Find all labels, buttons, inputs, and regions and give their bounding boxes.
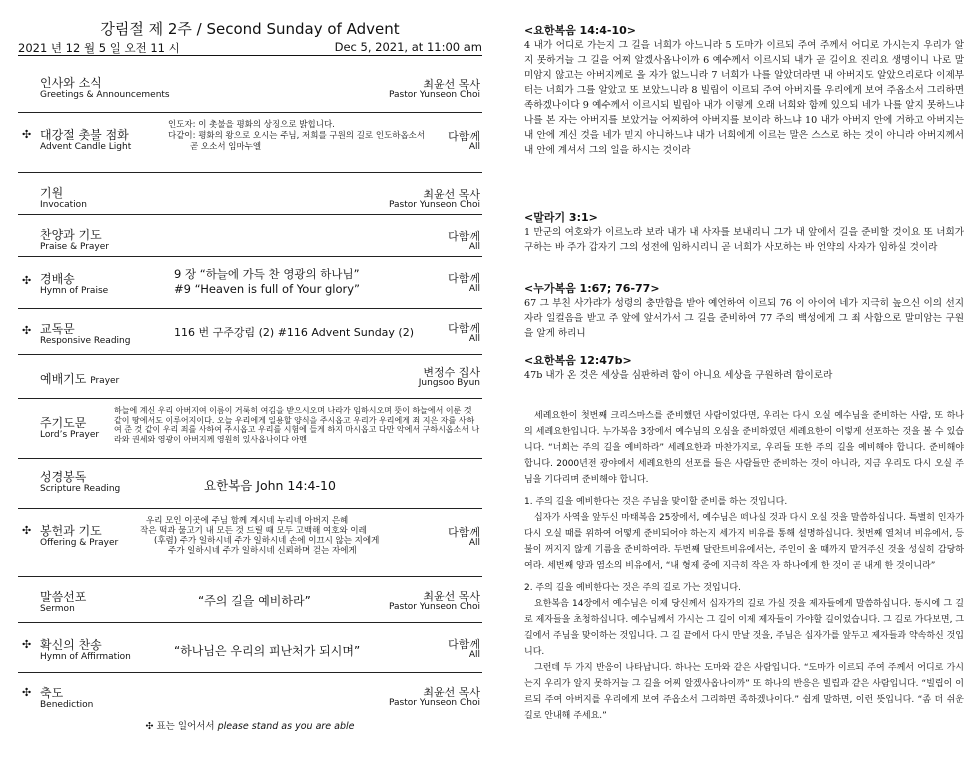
item-hymn-of-praise — [18, 264, 482, 314]
item-title: 찬양과 기도 — [40, 228, 102, 242]
stand-icon: ✣ — [145, 721, 154, 732]
sermon-summary — [524, 408, 964, 724]
summary-paragraph: 요한복음 14장에서 예수님은 이제 당신께서 십자가의 길로 가실 것을 제자들에게 말씀하십니다. 동시에 그 길로 제자들을 초청하십니다. 예수님께서 가시는 그 길이 이제 제자들이 가야할 길이었습니다. 그 길로 가다보면, 그 길에서 주님을 맞이하는 것입니다. 그 길 끝에서 다시 만날 것을, 주님은 십자가를 앞두고 제자들과 약속하신 것입니다. — [524, 599, 964, 657]
stand-footnote — [18, 718, 482, 732]
all-label: 다함께 — [448, 322, 480, 335]
stand-icon: ✣ — [22, 128, 32, 141]
summary-paragraph: 세례요한이 첫번째 크리스마스를 준비했던 사람이었다면, 우리는 다시 오실 예수님을 준비하는 사람, 또 하나의 세례요한입니다. 누가복음 3장에서 예수님의 오심을 준비하였던 세례요한이 이렇게 선포하는 것을 볼 수 있습니다. “너희는 주의 길을 예비하라” 세례요한과 마찬가지로, 우리들 또한 주의 길을 예비해야 합니다. 준비해야 합니다. 2000년전 광야에서 세례요한의 선포를 들은 사람들만 준비하는 것이 아니라, 지금 우리도 다시 오실 주님을 기다리며 준비해야 합니다. — [524, 411, 964, 485]
all-label: 다함께 — [448, 230, 480, 243]
summary-paragraph: 그런데 두 가지 반응이 나타납니다. 하나는 도마와 같은 사람입니다. “도마가 이르되 주여 주께서 어디로 가시는지 우리가 알지 못하거늘 그 길을 어찌 알겠사옵나이까” 또 하나의 반응은 빌립과 같은 사람입니다. “빌립이 이르되 주여 아버지를 우리에게 보여 주옵소서 그리하면 족하겠나이다.” 쉽게 말하면, 이런 뜻입니다. “좀 더 쉬운 길로 안내해 주세요.” — [524, 663, 964, 721]
item-title: 축도 — [40, 686, 64, 700]
leader-name: 최윤선 목사 — [423, 590, 480, 603]
item-title: 성경봉독 — [40, 470, 87, 484]
offering-lyric-3: (후렴) 주가 일하시네 주가 일하시네 손에 이끄시 않는 지에게 — [154, 536, 380, 546]
item-subtitle: Scripture Reading — [40, 484, 121, 494]
reading-ref-malachi: <말라기 3:1> — [524, 211, 598, 224]
item-praise-prayer — [18, 222, 482, 262]
all-label-en: All — [468, 242, 480, 252]
leader-name: 최윤선 목사 — [423, 78, 480, 91]
footnote-en: please stand as you are able — [217, 721, 355, 732]
item-subtitle: Hymn of Affirmation — [40, 652, 131, 662]
item-title: 주기도문 — [40, 416, 87, 430]
item-title: 대강절 촛불 점화 — [40, 128, 129, 142]
item-title: 교독문 — [40, 322, 75, 336]
scripture-reference: 요한복음 John 14:4-10 — [204, 478, 336, 493]
stand-icon: ✣ — [22, 638, 32, 651]
reading-text-john12: 47b 내가 온 것은 세상을 심판하려 함이 아니요 세상을 구원하려 함이로라 — [524, 370, 833, 381]
leader-name-en: Pastor Yunseon Choi — [389, 602, 480, 612]
summary-paragraph: 십자가 사역을 앞두신 마태복음 25장에서, 예수님은 떠나실 것과 다시 오실 것을 말씀하십니다. 특별히 인자가 다시 오실 때를 위하여 어떻게 준비되어야 하는지 세가지 비유를 통해 설명하십니다. 첫번째 열처녀 비유에서, 등불이 꺼지지 않게 기름을 준비하여라. 두번째 달란트비유에서는, 주인이 올 때까지 맡겨주신 것을 성실히 감당하여라. 세번째 양과 염소의 비유에서, “내 형제 중에 지극히 작은 자 하나에게 한 것이 곧 내게 한 것이니라” — [524, 513, 964, 571]
reading-text-luke: 67 그 부친 사가랴가 성령의 충만함을 받아 예언하여 이르되 76 이 아이여 네가 지극히 높으신 이의 선지자라 일컬음을 받고 주 앞에 앞서가서 그 길을 준비하여 77 주의 백성에게 그 죄 사함으로 말미암는 구원을 알게 하리니 — [524, 298, 964, 339]
leader-name: 최윤선 목사 — [423, 686, 480, 699]
affirmation-hymn-title: “하나님은 우리의 피난처가 되시며” — [174, 644, 361, 658]
item-subtitle: Advent Candle Light — [40, 142, 132, 152]
reading-number: 116 번 구주강림 (2) #116 Advent Sunday (2) — [174, 326, 415, 339]
leader-line: 인도자: 이 촛불을 평화의 상징으로 밝힙니다. — [168, 120, 335, 130]
item-subtitle: Hymn of Praise — [40, 286, 109, 296]
item-subtitle: Benediction — [40, 700, 94, 710]
divider — [18, 458, 482, 459]
divider — [18, 214, 482, 215]
item-title: 인사와 소식 — [40, 76, 102, 90]
all-label-en: All — [468, 142, 480, 152]
item-prayer — [18, 360, 482, 404]
leader-name-en: Pastor Yunseon Choi — [389, 200, 480, 210]
item-subtitle: Lord’s Prayer — [40, 430, 100, 440]
item-subtitle: Greetings & Announcements — [40, 90, 170, 100]
leader-name-en: Pastor Yunseon Choi — [389, 698, 480, 708]
divider — [18, 672, 482, 673]
leader-name: 변정수 집사 — [423, 366, 480, 379]
hymn-title-en: #9 “Heaven is full of Your glory” — [174, 282, 360, 296]
all-label-en: All — [468, 650, 480, 660]
prayer-title-en: Prayer — [90, 376, 120, 386]
date-korean: 2021 년 12 월 5 일 오전 11 시 — [18, 41, 180, 55]
item-title — [40, 370, 119, 387]
item-responsive-reading — [18, 316, 482, 362]
sermon-title: “주의 길을 예비하라” — [198, 594, 311, 608]
header-divider — [18, 55, 482, 56]
date-english: Dec 5, 2021, at 11:00 am — [334, 40, 482, 54]
leader-name-en: Pastor Yunseon Choi — [389, 90, 480, 100]
offering-lyric-2: 작은 떡과 물고기 내 모든 것 드릴 때 모두 고백해 여호와 이레 — [140, 526, 367, 536]
response-line: 다같이: 평화의 왕으로 오시는 주님, 저희를 구원의 길로 인도하옵소서 — [168, 131, 426, 141]
all-label-en: All — [468, 538, 480, 548]
item-candle-lighting — [18, 116, 482, 166]
item-scripture-reading — [18, 462, 482, 508]
offering-lyric-1: 우리 모인 이곳에 주님 함께 계시네 누리네 아버지 은혜 — [146, 516, 349, 526]
divider — [18, 508, 482, 509]
response-line-2: 곧 오소서 임마누엘 — [190, 142, 262, 152]
item-subtitle: Offering & Prayer — [40, 538, 119, 548]
divider — [18, 398, 482, 399]
divider — [18, 256, 482, 257]
divider — [18, 112, 482, 113]
summary-heading-1: 1. 주의 길을 예비한다는 것은 주님을 맞이할 준비를 하는 것입니다. — [524, 497, 788, 507]
summary-heading-2: 2. 주의 길을 예비한다는 것은 주의 길로 가는 것입니다. — [524, 583, 741, 593]
reading-ref-john14: <요한복음 14:4-10> — [524, 24, 637, 37]
leader-name: 최윤선 목사 — [423, 188, 480, 201]
footnote-kr: 표는 일어서서 — [156, 721, 215, 732]
divider — [18, 354, 482, 355]
item-greetings — [18, 70, 482, 110]
reading-text-malachi: 1 만군의 여호와가 이르노라 보라 내가 내 사자를 보내리니 그가 내 앞에서 길을 준비할 것이요 또 너희가 구하는 바 주가 갑자기 그의 성전에 임하시리니 곧 너희가 사모하는 바 언약의 사자가 임하실 것이라 — [524, 227, 964, 253]
item-invocation — [18, 180, 482, 220]
stand-icon: ✣ — [22, 686, 32, 699]
all-label: 다함께 — [448, 130, 480, 143]
divider — [18, 622, 482, 623]
scripture-and-sermon — [524, 0, 964, 760]
divider — [18, 172, 482, 173]
all-label: 다함께 — [448, 272, 480, 285]
item-title: 확신의 찬송 — [40, 638, 102, 652]
lords-prayer-text: 하늘에 계신 우리 아버지여 이름이 거룩히 여김을 받으시오며 나라가 임하시오며 뜻이 하늘에서 이룬 것 같이 땅에서도 이루어지이다. 오늘 우리에게 일용할 양식을 주시옵고 우리가 우리에게 죄 지은 자를 사하여 준 것 같이 우리 죄를 사하여 주시옵고 우리를 시험에 들게 하지 마시옵고 다만 악에서 구하시옵소서 나라와 권세와 영광이 아버지께 영원히 있사옵나이다 아멘 — [114, 406, 480, 444]
reading-text-john14: 4 내가 어디로 가는지 그 길을 너희가 아느니라 5 도마가 이르되 주여 주께서 어디로 가시는지 우리가 알지 못하거늘 그 길을 어찌 알겠사옵나이까 6 예수께서 이르시되 내가 곧 길이요 진리요 생명이니 나로 말미암지 않고는 아버지께로 올 자가 없느니라 7 너희가 나를 알았더라면 내 아버지도 알았으리로다 이제부터는 너희가 그를 알았고 또 보았느니라 8 빌립이 이르되 주여 아버지를 우리에게 보여 주옵소서 그리하면 족하겠나이다 9 예수께서 이르시되 빌립아 내가 이렇게 오래 너희와 함께 있으되 네가 나를 알지 못하느냐 나를 본 자는 아버지를 보았거늘 어찌하여 아버지를 보이라 하느냐 10 내가 아버지 안에 거하고 아버지는 내 안에 계신 것을 네가 믿지 아니하느냐 내가 너희에게 이르는 말은 스스로 하는 것이 아니라 아버지께서 내 안에 계셔서 그의 일을 하시는 것이라 — [524, 40, 964, 156]
divider — [18, 308, 482, 309]
item-hymn-of-affirmation — [18, 630, 482, 674]
prayer-title-kr: 예배기도 — [40, 372, 87, 386]
divider — [18, 576, 482, 577]
bulletin-title: 강림절 제 2주 / Second Sunday of Advent — [100, 20, 400, 38]
leader-name-en: Jungsoo Byun — [418, 378, 480, 388]
hymn-title-kr: 9 장 “하늘에 가득 찬 영광의 하나님” — [174, 267, 360, 281]
item-sermon — [18, 584, 482, 624]
reading-ref-luke: <누가복음 1:67; 76-77> — [524, 282, 660, 295]
all-label-en: All — [468, 284, 480, 294]
item-offering-prayer — [18, 514, 482, 572]
item-benediction — [18, 680, 482, 714]
stand-icon: ✣ — [22, 524, 32, 537]
stand-icon: ✣ — [22, 274, 32, 287]
all-label: 다함께 — [448, 526, 480, 539]
stand-icon: ✣ — [22, 324, 32, 337]
item-title: 봉헌과 기도 — [40, 524, 102, 538]
order-of-worship — [18, 0, 482, 760]
reading-ref-john12: <요한복음 12:47b> — [524, 354, 632, 367]
item-lords-prayer — [18, 404, 482, 460]
offering-lyric-4: 주가 일하시네 주가 일하시네 신뢰하며 걷는 자에게 — [168, 546, 357, 556]
item-title: 경배송 — [40, 272, 75, 286]
all-label-en: All — [468, 334, 480, 344]
item-subtitle: Praise & Prayer — [40, 242, 109, 252]
item-subtitle: Responsive Reading — [40, 336, 131, 346]
item-subtitle: Invocation — [40, 200, 87, 210]
item-title: 기원 — [40, 186, 64, 200]
item-title: 말씀선포 — [40, 590, 87, 604]
item-subtitle: Sermon — [40, 604, 75, 614]
all-label: 다함께 — [448, 638, 480, 651]
